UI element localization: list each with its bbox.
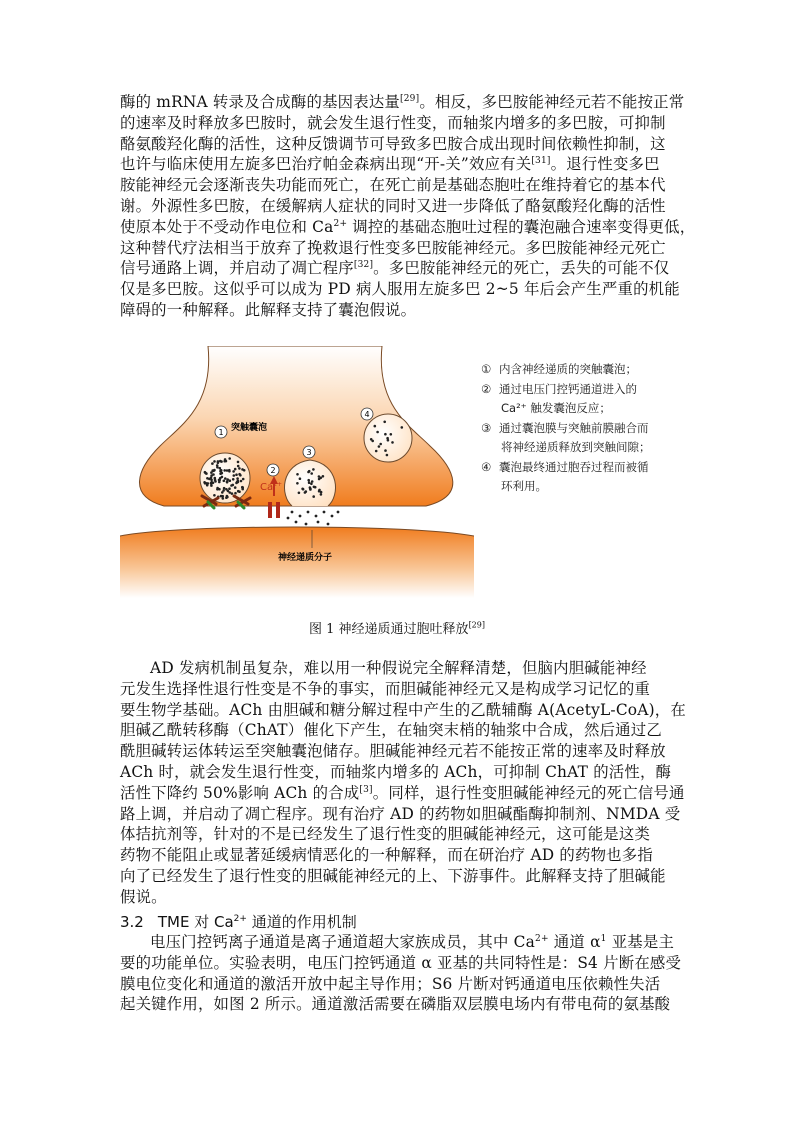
text-run: 假说。	[120, 887, 167, 906]
para1-line	[120, 175, 676, 195]
para3-line	[120, 974, 676, 994]
transmitter-dot	[287, 517, 290, 520]
legend-row	[481, 419, 651, 439]
legend-text: 囊泡最终通过胞吞过程而被循	[499, 459, 649, 474]
text-run: 。多巴胺能神经元的死亡，丢失的可能不仅	[373, 259, 670, 278]
legend-text: 内含神经递质的突触囊泡；	[499, 362, 637, 376]
released-transmitters	[287, 511, 340, 526]
transmitter-dot	[298, 492, 301, 495]
para1-line	[120, 217, 696, 237]
transmitter-dot	[299, 477, 302, 480]
transmitter-dot	[237, 480, 240, 483]
legend-text: 将神经递质释放到突触间隙；	[501, 440, 651, 454]
transmitter-dot	[216, 466, 219, 469]
transmitter-dot	[238, 467, 241, 470]
transmitter-dot	[232, 478, 235, 481]
text-run: 起关键作用，如图 2 所示。通道激活需要在磷脂双层膜电场内有带电荷的氨基酸	[120, 995, 671, 1014]
para2-line	[120, 804, 681, 824]
legend-text: 环利用。	[501, 479, 547, 493]
transmitter-dot	[310, 472, 313, 475]
text-run: 向了已经发生了退行性变的胆碱能神经元的上、下游事件。此解释支持了胆碱能	[120, 867, 666, 885]
transmitter-dot	[296, 473, 299, 476]
transmitter-dot	[237, 465, 240, 468]
transmitter-dot	[222, 497, 225, 500]
text-run: 仅是多巴胺。这似乎可以成为 PD 病人服用左旋多巴 2~5 年后会产生严重的机能	[120, 280, 680, 299]
text-run: 谢。外源性多巴胺，在缓解病人症状的同时又进一步降低了酪氨酸羟化酶的活性	[120, 197, 666, 215]
transmitter-dot	[241, 486, 244, 489]
transmitter-dot	[230, 484, 233, 487]
text-run: 使原本处于不受动作电位和 Ca	[120, 217, 334, 236]
transmitter-dot	[296, 482, 299, 485]
transmitter-dot	[207, 482, 210, 485]
transmitter-dot	[219, 472, 222, 475]
legend-number: ④	[481, 459, 492, 474]
para2-line	[120, 783, 685, 803]
transmitter-dot	[213, 460, 216, 463]
text-run: ACh 时，就会发生退行性变，而轴浆内增多的 ACh，可抑制 ChAT 的活性，酶	[120, 763, 672, 781]
para2-line	[120, 866, 676, 886]
transmitter-dot	[218, 479, 221, 482]
text-run: 障碍的一种解释。此解释支持了囊泡假说。	[120, 301, 417, 319]
text-run: 信号通路上调，并启动了凋亡程序	[120, 259, 354, 278]
superscript: 1	[600, 933, 607, 944]
transmitter-dot	[371, 440, 374, 443]
para3-line	[120, 953, 682, 973]
text-run: 路上调，并启动了凋亡程序。现有治疗 AD 的药物如胆碱酯酶抑制剂、NMDA 受	[120, 804, 681, 823]
text-run: 酪氨酸羟化酶的活性，这种反馈调节可导致多巴胺合成出现时间依赖性抑制，这	[120, 134, 666, 153]
transmitter-dot	[291, 511, 294, 514]
legend-number: ②	[481, 381, 492, 396]
transmitter-dot	[390, 433, 393, 436]
legend-text: Ca²⁺ 触发囊泡反应；	[501, 401, 611, 415]
label-2: 2	[270, 466, 276, 475]
transmitter-dot	[224, 477, 227, 480]
para2-line	[120, 824, 676, 844]
transmitter-dot	[210, 477, 213, 480]
superscript: [31]	[531, 156, 551, 167]
text-run: 要生物学基础。ACh 由胆碱和糖分解过程中产生的乙酰辅酶 A(AcetyL-CoA)，在	[120, 700, 686, 719]
transmitter-dot	[331, 515, 334, 518]
transmitter-dot	[376, 431, 379, 434]
text-run: 亚基是主	[606, 933, 675, 951]
para2-line	[120, 741, 676, 761]
transmitter-dot	[307, 511, 310, 514]
exocytosis-figure	[120, 346, 474, 598]
transmitter-dot	[228, 457, 231, 460]
transmitter-dot	[220, 460, 223, 463]
transmitter-dot	[386, 454, 389, 457]
transmitter-dot	[311, 480, 314, 483]
transmitter-dot	[299, 515, 302, 518]
transmitter-dot	[383, 421, 386, 424]
label-transmitter: 神经递质分子	[278, 553, 333, 563]
para2-line	[120, 720, 676, 740]
transmitter-dot	[242, 478, 245, 481]
transmitter-dot	[210, 474, 213, 477]
transmitter-dot	[295, 521, 298, 524]
transmitter-dot	[220, 469, 223, 472]
transmitter-dot	[223, 480, 226, 483]
transmitter-dot	[234, 492, 237, 495]
transmitter-dot	[304, 491, 307, 494]
transmitter-dot	[206, 477, 209, 480]
para3-line	[120, 932, 676, 952]
legend-row	[481, 458, 651, 478]
para1-line	[120, 300, 676, 320]
transmitter-dot	[203, 481, 206, 484]
transmitter-dot	[229, 479, 232, 482]
label-ca: $Ca^{2+}$	[260, 481, 282, 493]
transmitter-dot	[312, 468, 315, 471]
transmitter-dot	[240, 480, 243, 483]
section-heading: 3.2 TME 对 $Ca^{2+}$ 通道的作用机制	[120, 913, 357, 931]
text-run: 调控的基础态胞吐过程的囊泡融合速率变得更低，	[347, 217, 696, 236]
para1-line	[120, 134, 676, 154]
text-run: 活性下降约 50%影响 ACh 的合成	[120, 783, 360, 802]
text-run: 胆碱乙酰转移酶（ChAT）催化下产生，在轴突末梢的轴浆中合成，然后通过乙	[120, 721, 662, 740]
para1-line	[120, 196, 676, 216]
label-vesicle: 突触囊泡	[231, 423, 268, 433]
transmitter-dot	[320, 477, 323, 480]
transmitter-dot	[313, 486, 316, 489]
para2-line	[120, 700, 686, 720]
text-run: 胺能神经元会逐渐丧失功能而死亡，在死亡前是基础态胞吐在维持着它的基本代	[120, 176, 666, 195]
transmitter-dot	[213, 494, 216, 497]
text-run: 药物不能阻止或显著延缓病情恶化的一种解释，而在研治疗 AD 的药物也多指	[120, 846, 653, 865]
transmitter-dot	[391, 441, 394, 444]
text-run: 电压门控钙离子通道是离子通道超大家族成员，其中 Ca	[150, 933, 536, 951]
transmitter-dot	[374, 425, 377, 428]
legend-number: ③	[481, 420, 492, 435]
figure-caption: 图 1 神经递质通过胞吐释放[29]	[309, 620, 485, 637]
transmitter-dot	[216, 488, 219, 491]
transmitter-dot	[224, 458, 227, 461]
transmitter-dot	[379, 443, 382, 446]
text-run: 这种替代疗法相当于放弃了挽救退行性变多巴胺能神经元。多巴胺能神经元死亡	[120, 238, 666, 257]
text-run: 元发生选择性退行性变是不争的事实，而胆碱能神经元又是构成学习记忆的重	[120, 679, 651, 698]
transmitter-dot	[315, 515, 318, 518]
para2-line	[120, 845, 676, 865]
transmitter-dot	[204, 471, 207, 474]
transmitter-dot	[327, 523, 330, 526]
superscript: 2+	[333, 218, 348, 229]
transmitter-dot	[317, 521, 320, 524]
transmitter-dot	[308, 470, 311, 473]
transmitter-dot	[386, 437, 389, 440]
transmitter-dot	[236, 477, 239, 480]
para1-line	[120, 258, 676, 278]
superscript: [29]	[400, 93, 420, 104]
transmitter-dot	[212, 482, 215, 485]
para2-line	[120, 762, 676, 782]
transmitter-dot	[238, 490, 241, 493]
transmitter-dot	[308, 481, 311, 484]
superscript: 2+	[535, 933, 549, 944]
legend-text: 通过囊泡膜与突触前膜融合而	[499, 420, 649, 435]
superscript: [3]	[359, 784, 373, 795]
para1-line	[120, 113, 676, 133]
transmitter-dot	[302, 488, 305, 491]
transmitter-dot	[238, 473, 241, 476]
label-3: 3	[306, 448, 312, 457]
transmitter-dot	[211, 462, 214, 465]
transmitter-dot	[309, 488, 312, 491]
para2-line	[120, 679, 676, 699]
legend-text: 通过电压门控钙通道进入的	[499, 381, 637, 396]
text-run: 要的功能单位。实验表明，电压门控钙通道 α 亚基的共同特性是：S4 片断在感受	[120, 953, 682, 972]
para1-line	[120, 279, 680, 299]
transmitter-dot	[226, 495, 229, 498]
transmitter-dot	[235, 473, 238, 476]
para1-line	[120, 92, 685, 112]
transmitter-dot	[228, 491, 231, 494]
text-run: AD 发病机制虽复杂，难以用一种假说完全解释清楚，但脑内胆碱能神经	[150, 659, 647, 677]
transmitter-dot	[378, 445, 381, 448]
text-run: 通道 α	[548, 933, 601, 951]
legend-row	[481, 438, 651, 458]
transmitter-dot	[213, 469, 216, 472]
transmitter-dot	[241, 468, 244, 471]
transmitter-dot	[217, 460, 220, 463]
text-run: 。退行性变多巴	[550, 155, 660, 174]
transmitter-dot	[228, 469, 231, 472]
text-run: 膜电位变化和通道的激活开放中起主导作用；S6 片断对钙通道电压依赖性失活	[120, 974, 661, 993]
transmitter-dot	[384, 433, 387, 436]
legend-row	[481, 380, 651, 400]
text-run: 也许与临床使用左旋多巴治疗帕金森病出现“开-关”效应有关	[120, 155, 532, 174]
transmitter-dot	[312, 495, 315, 498]
transmitter-dot	[401, 426, 404, 429]
legend-row	[481, 399, 651, 419]
legend-row	[481, 360, 651, 380]
para2-line	[120, 887, 676, 907]
transmitter-dot	[226, 469, 229, 472]
transmitter-dot	[232, 470, 235, 473]
legend-row	[481, 477, 651, 497]
transmitter-dot	[231, 492, 234, 495]
text-run: 。同样，退行性变胆碱能神经元的死亡信号通	[372, 783, 685, 802]
transmitter-dot	[214, 479, 217, 482]
text-run: 酰胆碱转运体转运至突触囊泡储存。胆碱能神经元若不能按正常的速率及时释放	[120, 742, 666, 761]
transmitter-dot	[234, 468, 237, 471]
transmitter-dot	[223, 469, 226, 472]
superscript: [32]	[353, 260, 374, 271]
para1-line	[120, 238, 676, 258]
text-run: 的速率及时释放多巴胺时，就会发生退行性变，而轴浆内增多的多巴胺，可抑制	[120, 113, 666, 132]
figure-legend	[481, 360, 651, 497]
transmitter-dot	[384, 449, 387, 452]
legend-number: ①	[481, 362, 492, 376]
transmitter-dot	[237, 461, 240, 464]
transmitter-dot	[337, 511, 340, 514]
para3-line	[120, 994, 676, 1014]
transmitter-dot	[310, 483, 313, 486]
transmitter-dot	[233, 474, 236, 477]
transmitter-dot	[375, 450, 378, 453]
transmitter-dot	[222, 489, 225, 492]
transmitter-dot	[234, 486, 237, 489]
text-run: 。相反，多巴胺能神经元若不能按正常	[419, 93, 685, 111]
para1-line	[120, 154, 676, 174]
text-run: 体拮抗剂等，针对的不是已经发生了退行性变的胆碱能神经元，这可能是这类	[120, 825, 651, 844]
transmitter-dot	[320, 493, 323, 496]
transmitter-dot	[307, 479, 310, 482]
para2-line	[120, 658, 676, 678]
transmitter-dot	[322, 475, 325, 478]
transmitter-dot	[228, 487, 231, 490]
transmitter-dot	[225, 488, 228, 491]
transmitter-dot	[318, 490, 321, 493]
transmitter-dot	[305, 523, 308, 526]
label-4: 4	[364, 410, 370, 419]
label-1: 1	[218, 428, 224, 437]
text-run: 酶的 mRNA 转录及合成酶的基因表达量	[120, 93, 401, 111]
transmitter-dot	[323, 511, 326, 514]
transmitter-dot	[223, 487, 226, 490]
